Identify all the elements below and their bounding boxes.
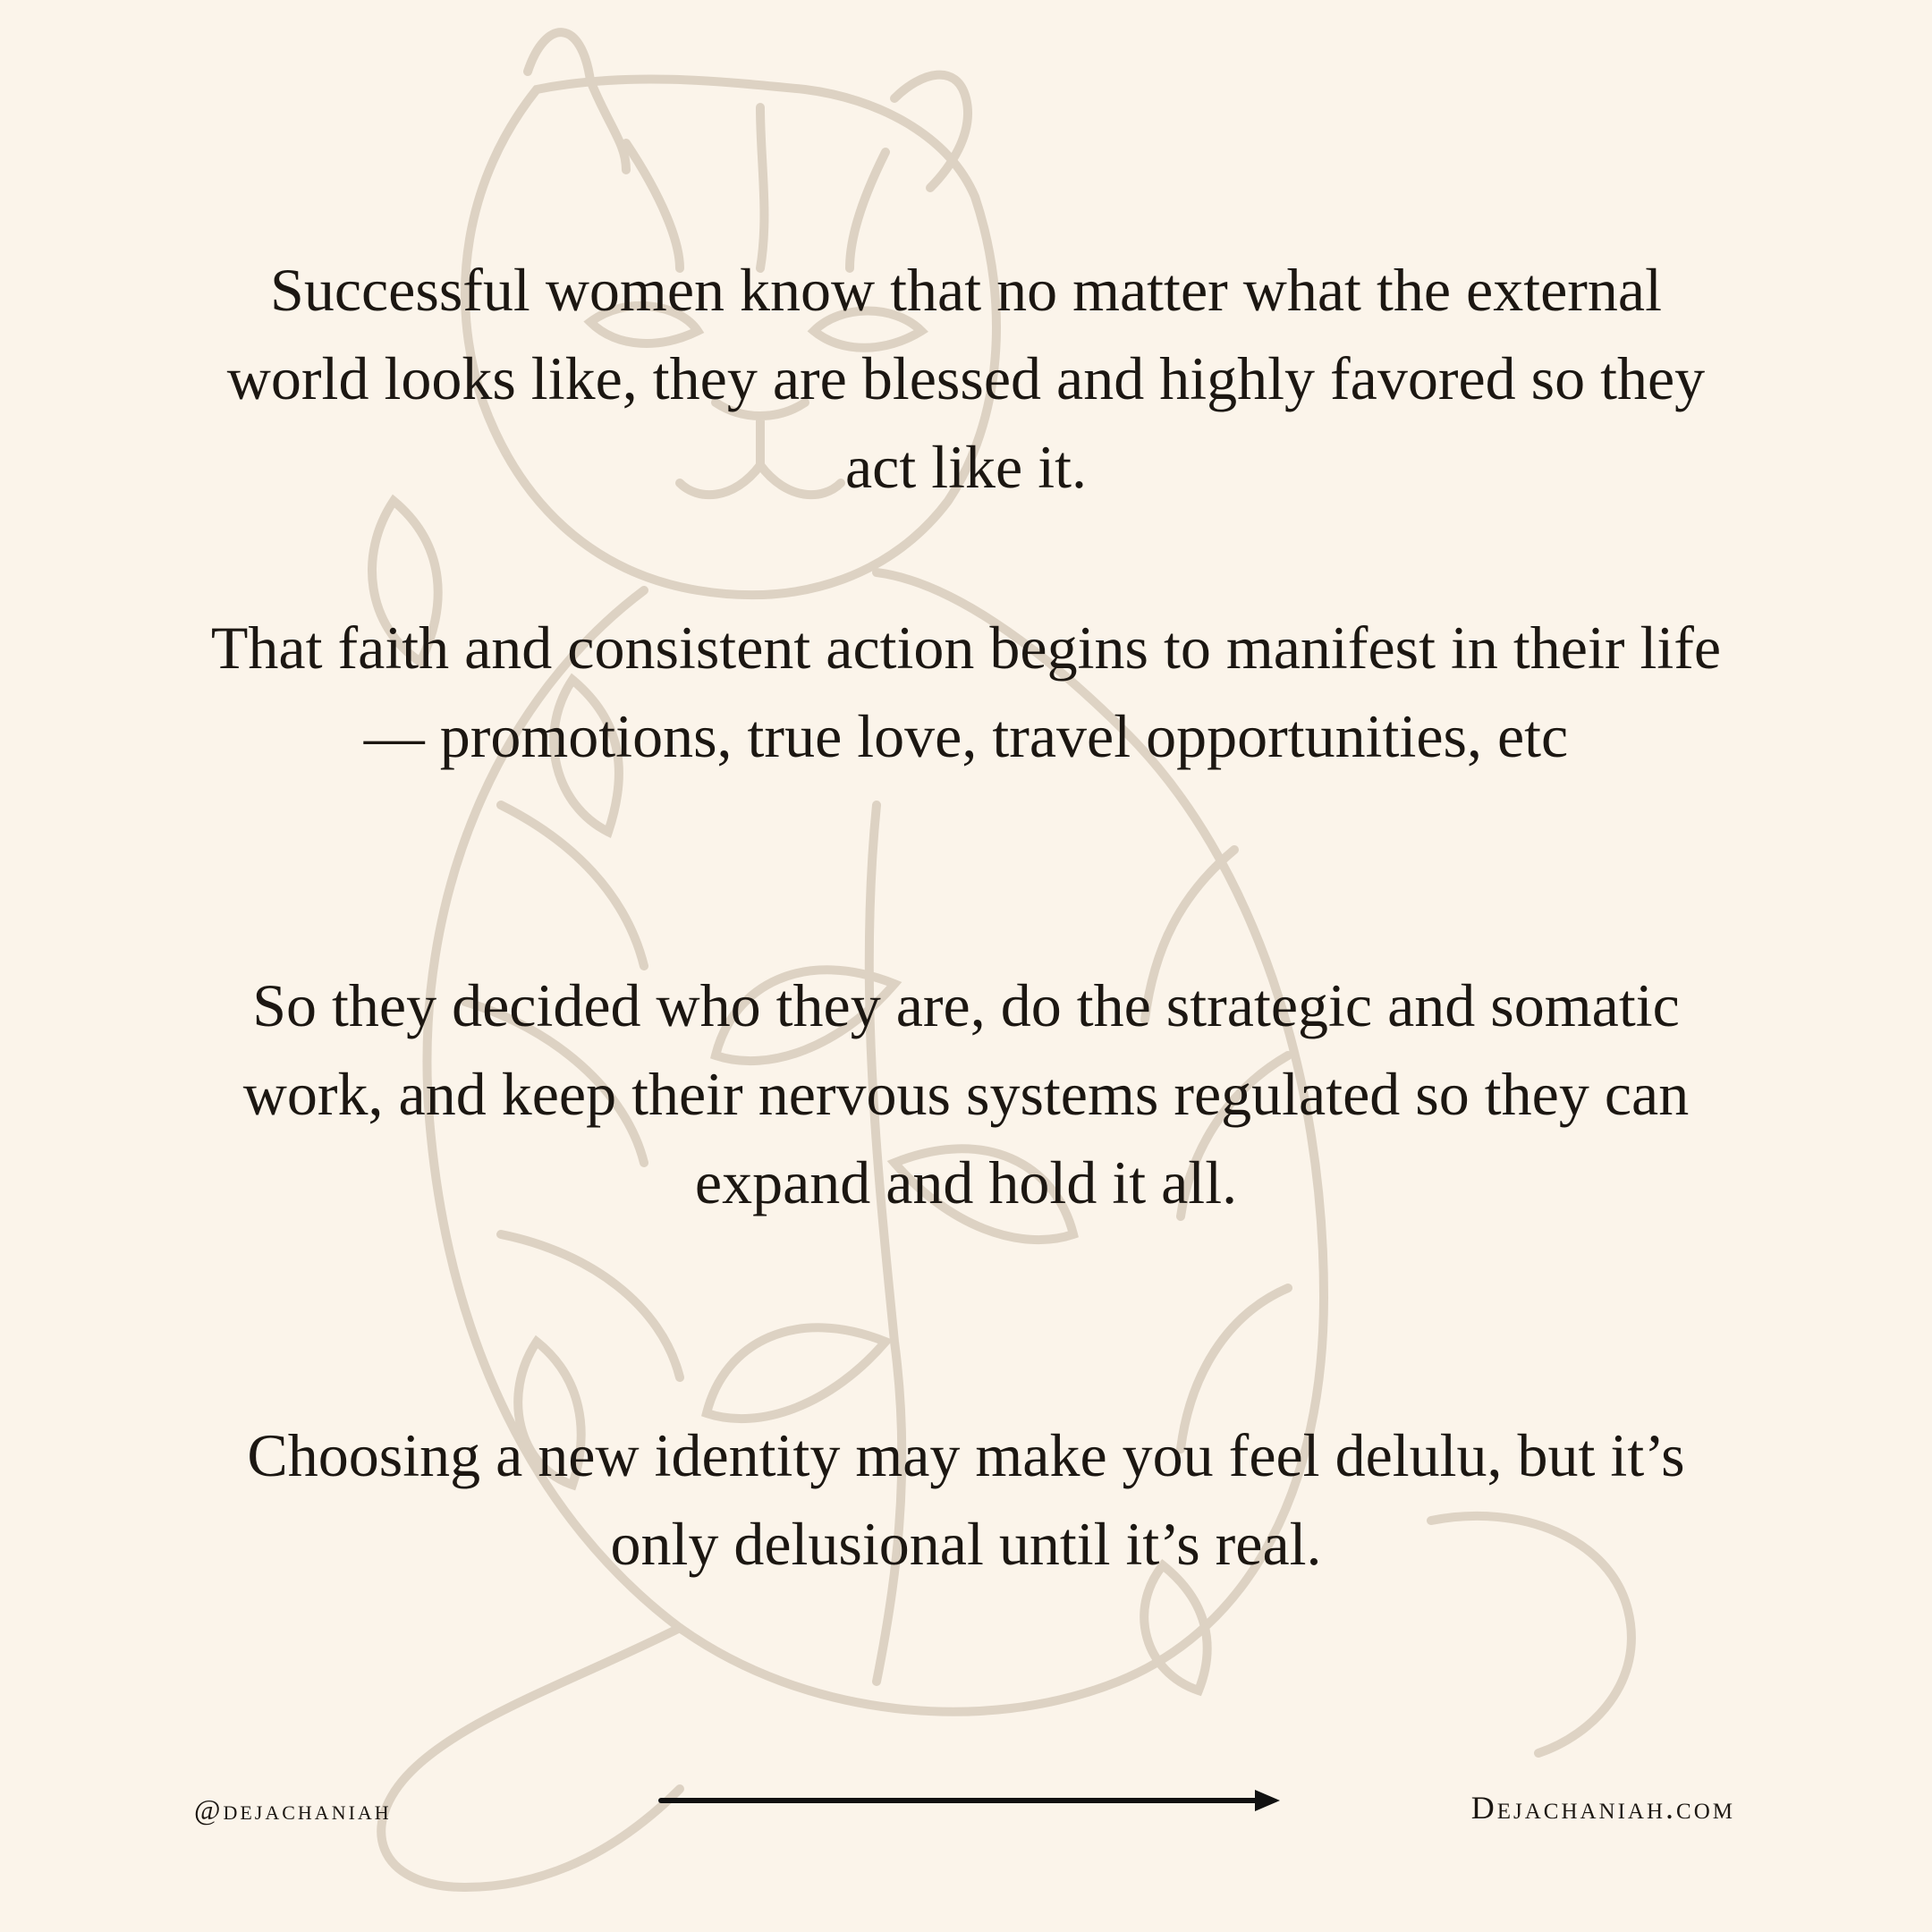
arrow-right-icon bbox=[657, 1784, 1284, 1817]
instagram-handle[interactable]: @dejachaniah bbox=[194, 1793, 392, 1826]
website-link[interactable]: Dejachaniah.com bbox=[1470, 1790, 1735, 1826]
quote-paragraph-1: Successful women know that no matter what the external world looks like, they are blessed and highly favored so they act like it. bbox=[226, 256, 1706, 501]
quote-paragraph-3: So they decided who they are, do the strategic and somatic work, and keep their nervous systems regulated so they can expand and hold it all. bbox=[242, 971, 1690, 1216]
quote-paragraph-2: That faith and consistent action begins to manifest in their life — promotions, true love, travel opportunities, etc bbox=[210, 614, 1722, 770]
quote-paragraph-4: Choosing a new identity may make you feel delulu, but it’s only delusional until it’s real. bbox=[247, 1421, 1685, 1578]
